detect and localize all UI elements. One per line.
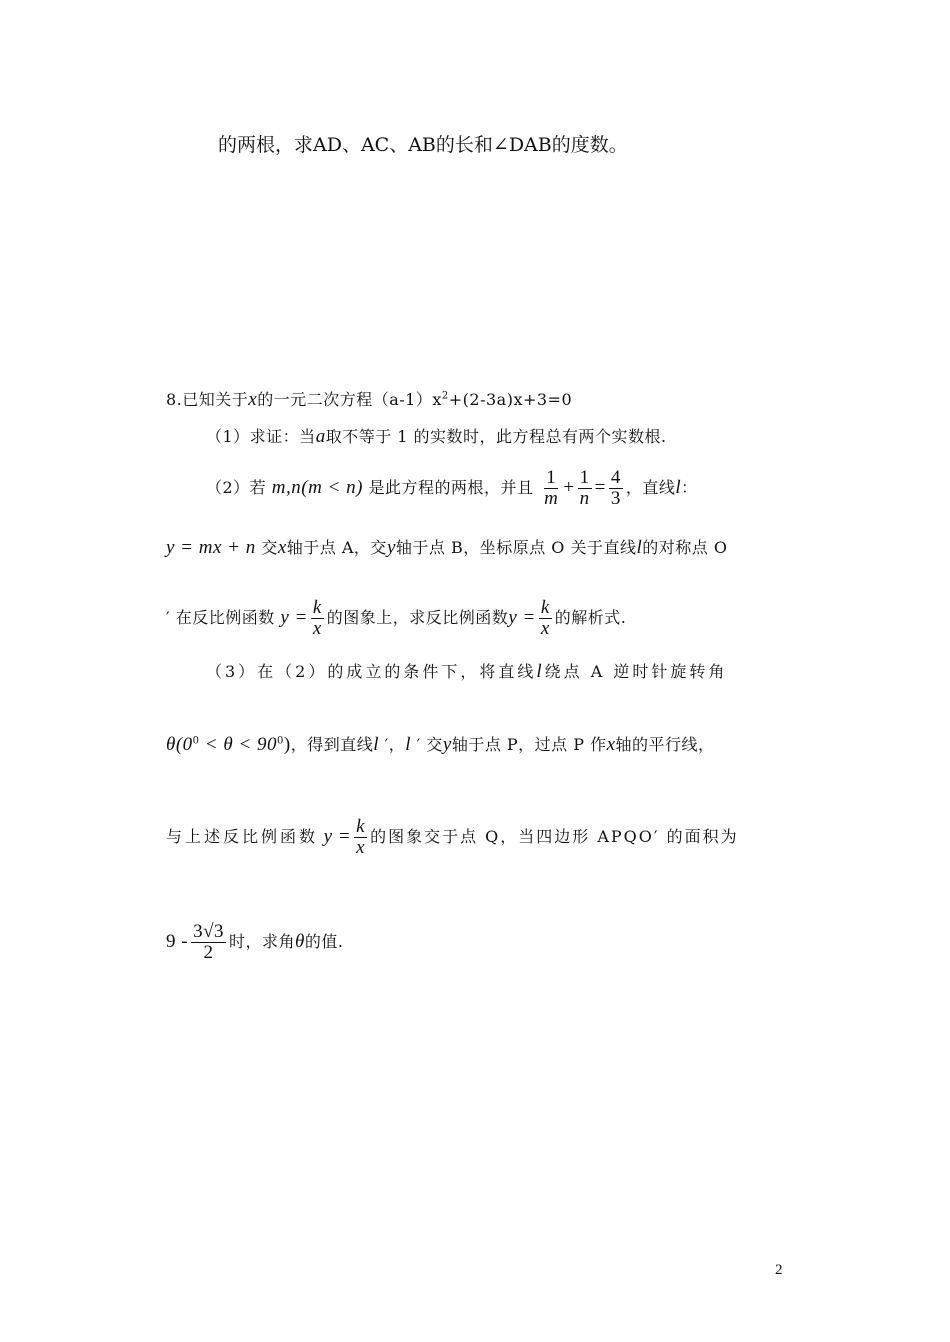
var-mn: m,n(m < n) [271, 476, 363, 498]
prev-problem-tail [218, 136, 628, 155]
p8-q3 [206, 662, 727, 681]
degree-sup: 0 [277, 735, 284, 747]
line3-text-b: 轴于点 A，交 [286, 538, 387, 557]
theta-range-open: θ(0 [166, 734, 193, 755]
frac-den: x [356, 836, 366, 858]
p8-line7 [166, 817, 739, 858]
p8-intro-eq: 的一元二次方程（a-1）x [257, 390, 442, 409]
var-l: l [373, 734, 380, 755]
line8-text-a: 时，求角 [229, 931, 296, 951]
var-l: l [636, 537, 643, 558]
line-equation: y = mx + n [166, 537, 256, 558]
line6-text-b: 交 [426, 735, 443, 754]
var-x: x [606, 734, 616, 755]
frac-den: x [540, 617, 550, 639]
q2-label: （2）若 [206, 477, 267, 497]
p8-line3 [166, 538, 728, 557]
prime-mark: ′ [411, 735, 421, 754]
line3-text-d: 的对称点 O [642, 538, 728, 557]
q1-label: （1）求证：当 [206, 427, 316, 446]
frac-num: k [540, 597, 550, 618]
degree-sup: 0 [192, 735, 200, 747]
p8-line6 [166, 735, 715, 754]
frac-den: n [579, 487, 590, 509]
line4-text-a: 在反比例函数 [175, 607, 275, 627]
q3-text-b: 绕点 A 逆时针旋转角 [544, 662, 728, 681]
line4-text-b: 的图象上，求反比例函数 [326, 607, 509, 627]
var-x: x [248, 389, 258, 410]
p8-q2 [206, 468, 698, 509]
frac-num: 1 [546, 467, 557, 488]
line7-text-a: 与上述反比例函数 [166, 826, 319, 846]
var-a: a [315, 426, 326, 447]
frac-num: 4 [610, 467, 621, 488]
nine-minus: 9 - [166, 930, 189, 952]
frac-1-over-m [542, 468, 560, 509]
prime-mark: ′ [379, 735, 389, 754]
p8-intro [166, 390, 572, 409]
p8-line4 [166, 598, 626, 639]
line6-text-c: 轴于点 P，过点 P 作 [451, 735, 607, 754]
colon: ： [681, 477, 698, 497]
frac-num: 3√3 [193, 921, 225, 942]
y-equals: y = [508, 606, 536, 628]
line8-text-b: 的值. [304, 931, 344, 951]
line3-text-c: 轴于点 B，坐标原点 O 关于直线 [395, 538, 637, 557]
frac-den: 2 [203, 941, 214, 963]
frac-k-over-x [311, 598, 324, 639]
line6-text-a: ，得到直线 [290, 735, 374, 754]
frac-den: 3 [610, 487, 621, 509]
frac-k-over-x [354, 817, 367, 858]
q2-text-b: ，直线 [625, 477, 676, 497]
frac-3root3-over-2 [191, 922, 226, 963]
exponent: 2 [441, 390, 449, 402]
line4-text-c: 的解析式. [554, 607, 627, 627]
p8-q1 [206, 427, 667, 446]
y-equals: y = [280, 606, 308, 628]
frac-num: k [312, 597, 322, 618]
page-number: 2 [775, 1262, 783, 1278]
line6-text-d: 轴的平行线， [615, 735, 715, 754]
p8-intro-eq-rest: +(2-3a)x+3=0 [448, 390, 573, 409]
theta-range-close: ) [283, 734, 291, 755]
var-y: y [386, 537, 396, 558]
line3-text-a: 交 [261, 538, 278, 557]
prime-mark: ′ [166, 607, 171, 627]
comma: ， [388, 735, 406, 754]
frac-den: x [312, 617, 322, 639]
frac-1-over-n [578, 468, 592, 509]
frac-num: k [356, 816, 366, 837]
var-theta: θ [295, 930, 305, 952]
prev-problem-text: 的两根，求AD、AC、AB的长和∠DAB的度数。 [218, 134, 628, 156]
equals-sign: = [594, 476, 606, 498]
y-equals: y = [323, 825, 352, 847]
q1-text: 取不等于 1 的实数时，此方程总有两个实数根. [325, 427, 667, 446]
q3-text-a: （3）在（2）的成立的条件下，将直线 [206, 662, 537, 681]
p8-line8 [166, 922, 343, 963]
var-y: y [442, 734, 452, 755]
var-x: x [277, 537, 287, 558]
frac-k-over-x [539, 598, 552, 639]
frac-4-over-3 [609, 468, 623, 509]
frac-den: m [544, 487, 559, 509]
var-l: l [536, 661, 545, 682]
q2-text: 是此方程的两根，并且 [368, 477, 534, 497]
p8-intro-text: 8.已知关于 [166, 390, 249, 409]
var-l: l [405, 734, 412, 755]
line7-text-b: 的图象交于点 Q，当四边形 APQO′ 的面积为 [370, 826, 739, 846]
var-l: l [675, 476, 682, 498]
frac-num: 1 [579, 467, 590, 488]
theta-range-mid: < θ < 90 [199, 734, 278, 755]
plus-sign: + [563, 476, 575, 498]
